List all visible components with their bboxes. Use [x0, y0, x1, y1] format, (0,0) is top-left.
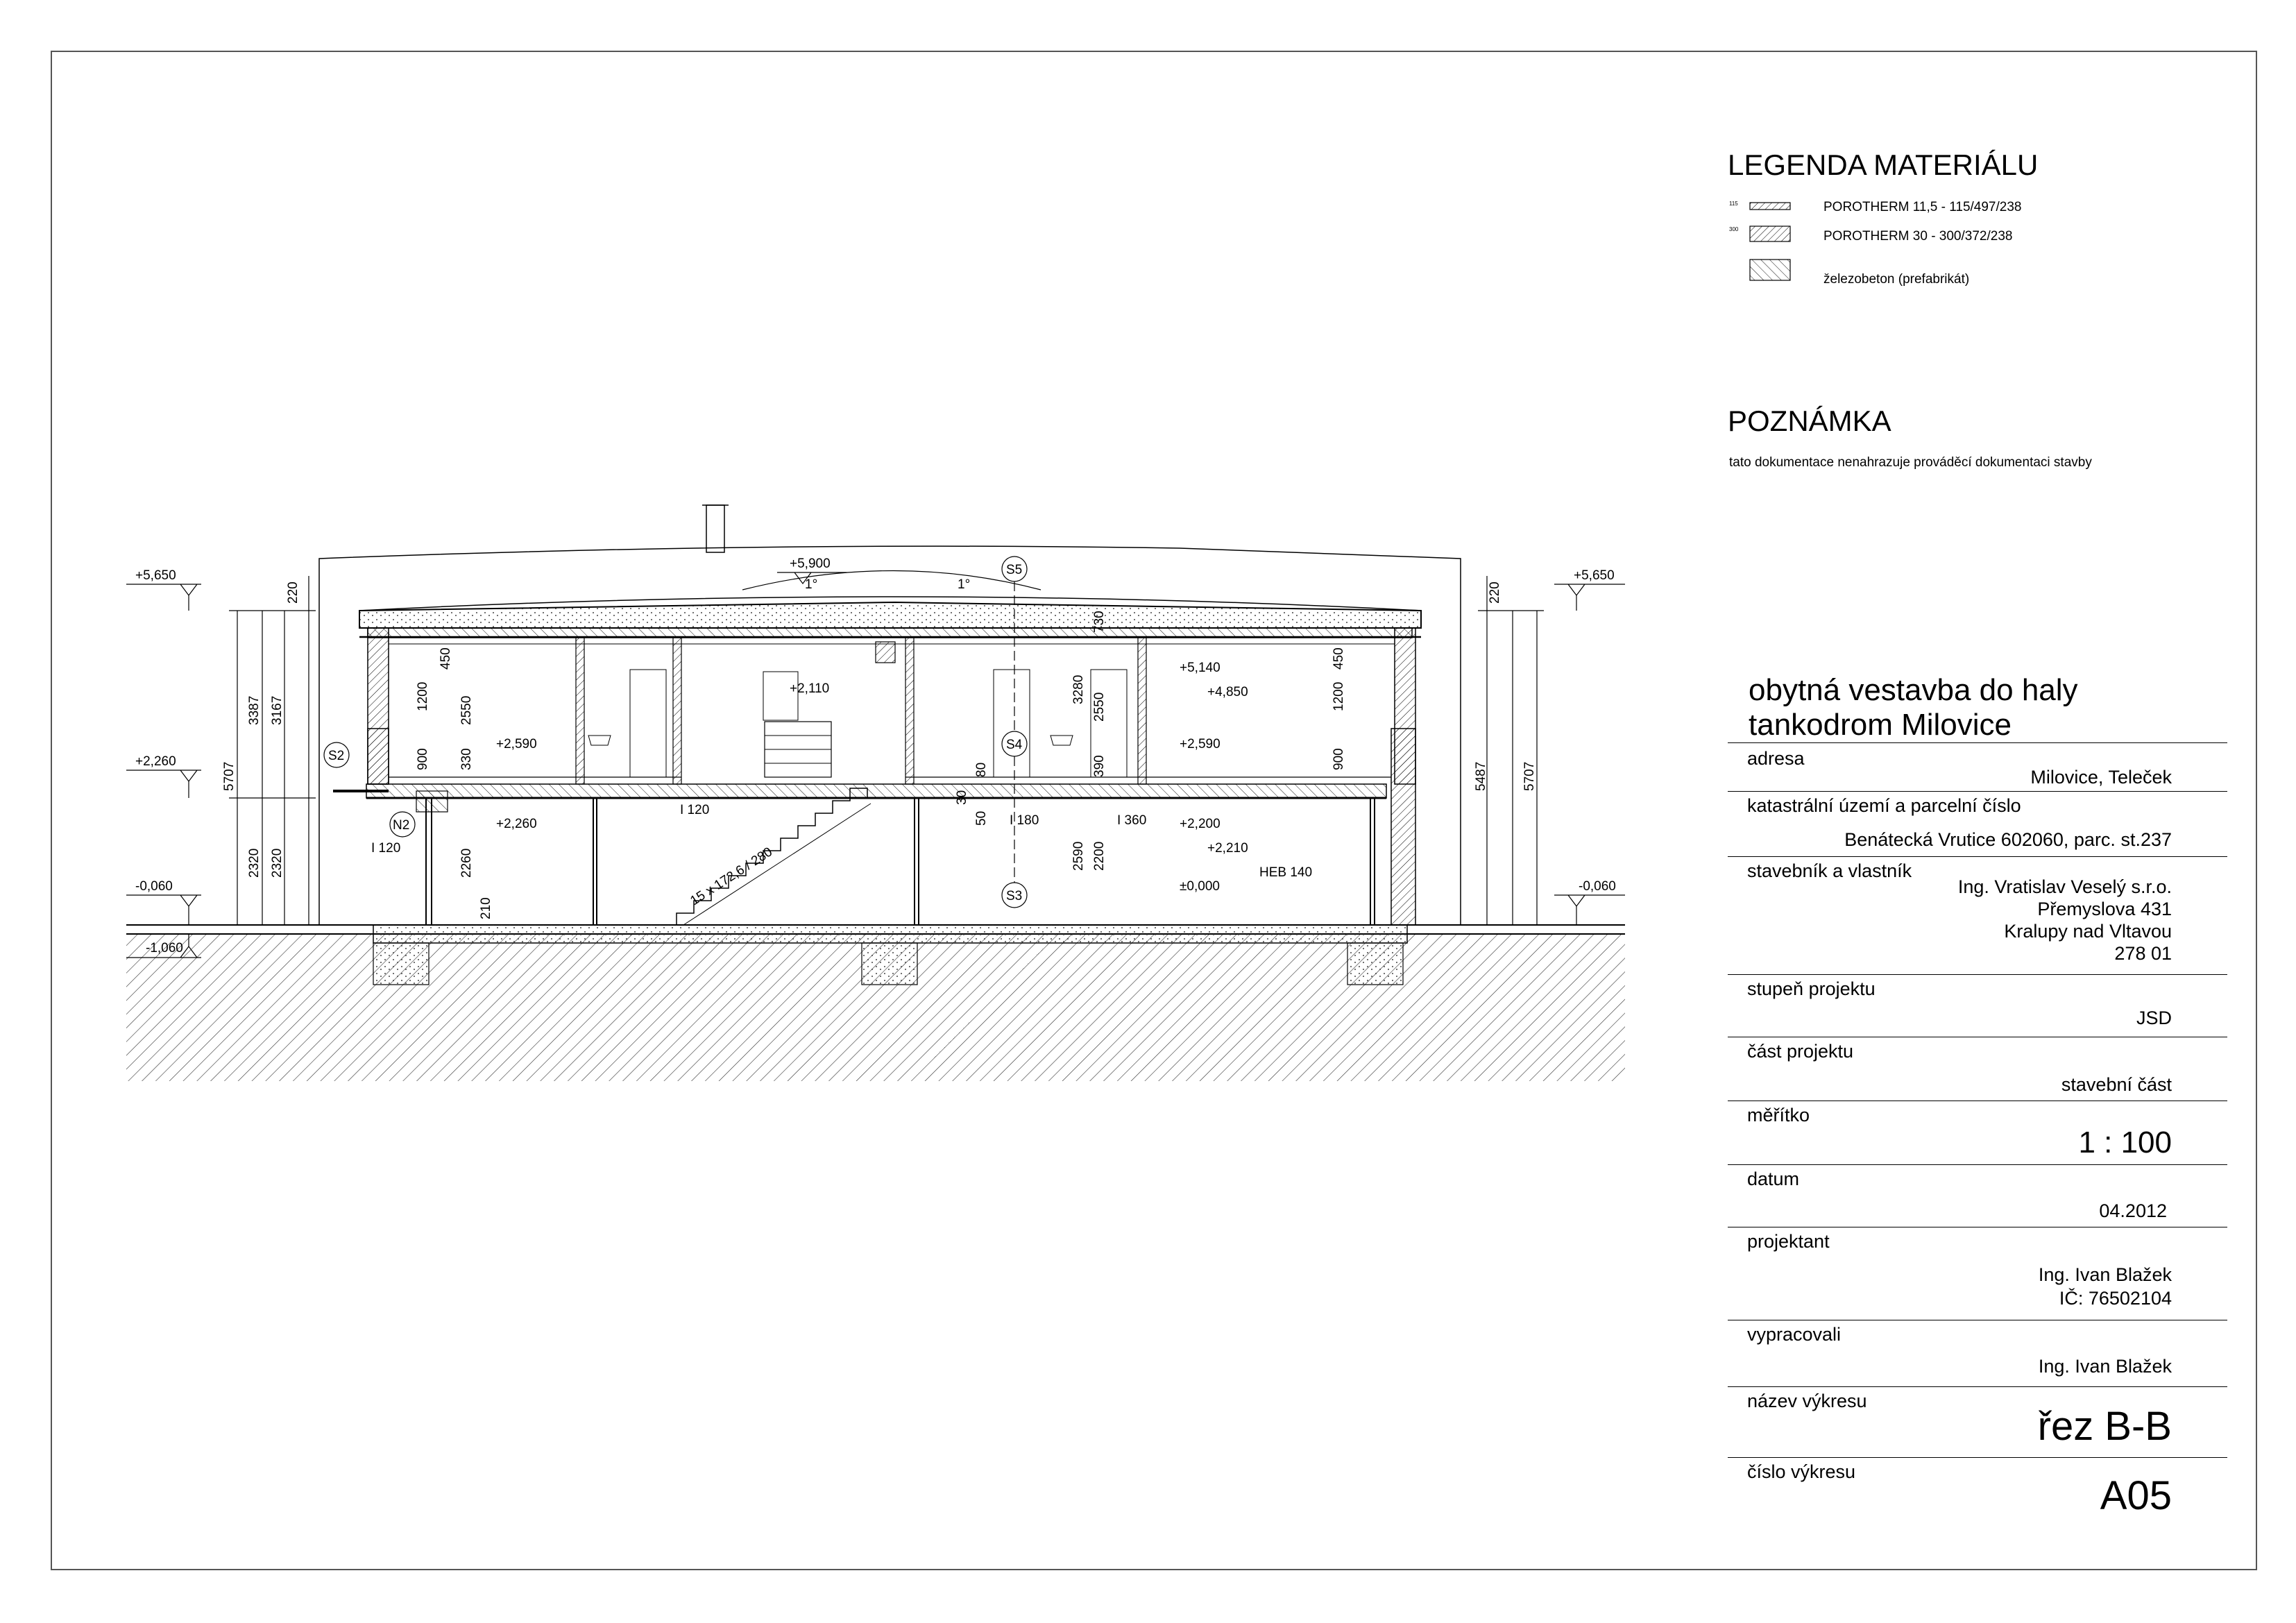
svg-text:900: 900	[416, 748, 430, 770]
svg-text:900: 900	[1332, 748, 1346, 770]
svg-text:-0,060: -0,060	[1579, 879, 1616, 894]
svg-text:210: 210	[479, 897, 493, 919]
part-label: část projektu	[1747, 1041, 1854, 1062]
svg-text:80: 80	[974, 762, 989, 777]
svg-text:S4: S4	[1006, 738, 1023, 752]
tb-divider	[1728, 974, 2227, 975]
svg-text:+2,200: +2,200	[1180, 817, 1221, 831]
svg-text:S3: S3	[1006, 889, 1023, 903]
svg-text:+2,590: +2,590	[496, 737, 537, 751]
svg-text:+5,650: +5,650	[1574, 568, 1615, 583]
scale-value: 1 : 100	[2078, 1125, 2172, 1159]
svg-text:S2: S2	[328, 749, 345, 763]
owner-value	[1958, 876, 2172, 965]
svg-text:S5: S5	[1006, 563, 1023, 577]
svg-text:±0,000: ±0,000	[1180, 879, 1220, 894]
svg-text:15 x 172,6 / 280: 15 x 172,6 / 280	[688, 844, 776, 909]
scale-label: měřítko	[1747, 1105, 1810, 1125]
legend-tag-1: 115	[1729, 201, 1738, 207]
svg-text:5487: 5487	[1474, 761, 1488, 791]
svg-text:30: 30	[955, 790, 969, 805]
owner-label: stavebník a vlastník	[1747, 860, 1912, 881]
svg-text:+5,900: +5,900	[790, 556, 831, 571]
address-value: Milovice, Teleček	[2030, 767, 2172, 788]
building-section	[333, 597, 1421, 925]
hall-outline	[319, 505, 1461, 925]
legend-swatches	[1735, 198, 1797, 289]
drawing-name-label: název výkresu	[1747, 1391, 1867, 1411]
owner-line2: Přemyslova 431	[2037, 899, 2172, 919]
designer-value	[2039, 1263, 2172, 1310]
tb-divider	[1728, 1457, 2227, 1458]
tb-divider	[1728, 856, 2227, 857]
drawing-no-label: číslo výkresu	[1747, 1461, 1856, 1482]
designer-label: projektant	[1747, 1231, 1830, 1252]
svg-text:330: 330	[459, 748, 474, 770]
part-value: stavební část	[2061, 1074, 2172, 1095]
drawing-name-value: řez B-B	[2037, 1404, 2172, 1449]
stage-label: stupeň projektu	[1747, 978, 1876, 999]
cadastre-value: Benátecká Vrutice 602060, parc. st.237	[1844, 829, 2172, 850]
svg-text:2260: 2260	[459, 848, 474, 878]
owner-line4: 278 01	[2114, 943, 2172, 964]
svg-text:2320: 2320	[247, 848, 262, 878]
svg-text:+5,650: +5,650	[135, 568, 176, 583]
svg-text:I 120: I 120	[371, 841, 401, 856]
project-title-line2: tankodrom Milovice	[1749, 708, 2012, 742]
svg-text:2320: 2320	[270, 848, 284, 878]
svg-text:3280: 3280	[1071, 674, 1086, 704]
svg-text:50: 50	[974, 810, 989, 826]
ground-soil	[126, 925, 1625, 1081]
svg-text:1200: 1200	[416, 681, 430, 711]
svg-text:730: 730	[1092, 611, 1107, 633]
tb-divider	[1728, 1386, 2227, 1387]
note-text: tato dokumentace nenahrazuje prováděcí dokumentaci stavby	[1729, 455, 2092, 470]
drawing-no-value: A05	[2100, 1473, 2172, 1518]
cadastre-label: katastrální území a parcelní číslo	[1747, 795, 2021, 816]
svg-text:2550: 2550	[1092, 692, 1107, 722]
svg-text:1200: 1200	[1332, 681, 1346, 711]
svg-text:+2,110: +2,110	[790, 681, 830, 696]
stage-value: JSD	[2136, 1008, 2172, 1028]
tb-divider	[1728, 791, 2227, 792]
tb-divider	[1728, 1164, 2227, 1165]
svg-text:I 120: I 120	[680, 803, 710, 817]
svg-text:+2,590: +2,590	[1180, 737, 1221, 751]
legend-tag-2: 300	[1729, 226, 1739, 232]
owner-line3: Kralupy nad Vltavou	[2004, 921, 2172, 942]
note-title: POZNÁMKA	[1728, 405, 1891, 437]
legend-item-2: POROTHERM 30 - 300/372/238	[1823, 229, 2013, 244]
owner-line1: Ing. Vratislav Veselý s.r.o.	[1957, 876, 2172, 897]
svg-text:3167: 3167	[270, 695, 284, 725]
svg-text:220: 220	[286, 581, 300, 604]
date-value: 04.2012	[2099, 1200, 2167, 1221]
legend-item-3: železobeton (prefabrikát)	[1823, 272, 1970, 287]
svg-text:2200: 2200	[1092, 841, 1107, 871]
svg-text:1°: 1°	[958, 577, 971, 592]
designer-line1: Ing. Ivan Blažek	[2038, 1264, 2172, 1285]
svg-text:5707: 5707	[222, 761, 237, 791]
svg-text:5707: 5707	[1522, 761, 1537, 791]
address-label: adresa	[1747, 748, 1805, 769]
svg-text:N2: N2	[393, 818, 410, 833]
date-label: datum	[1747, 1169, 1800, 1189]
svg-text:-0,060: -0,060	[135, 879, 173, 894]
designer-line2: IČ: 76502104	[2059, 1288, 2172, 1309]
svg-text:390: 390	[1092, 755, 1107, 777]
svg-text:450: 450	[439, 647, 453, 670]
legend-title: LEGENDA MATERIÁLU	[1728, 148, 2039, 181]
svg-text:450: 450	[1332, 647, 1346, 670]
svg-text:220: 220	[1488, 581, 1502, 604]
drawn-label: vypracovali	[1747, 1324, 1842, 1345]
svg-text:3387: 3387	[247, 695, 262, 725]
svg-text:+5,140: +5,140	[1180, 661, 1221, 675]
project-title	[1749, 673, 2078, 742]
project-title-line1: obytná vestavba do haly	[1749, 673, 2078, 707]
svg-text:1°: 1°	[805, 577, 818, 592]
svg-text:2550: 2550	[459, 695, 474, 725]
svg-text:+2,210: +2,210	[1207, 841, 1248, 856]
tb-divider	[1728, 742, 2227, 743]
svg-text:I 360: I 360	[1117, 813, 1147, 828]
svg-text:+4,850: +4,850	[1207, 685, 1248, 699]
svg-text:2590: 2590	[1071, 841, 1086, 871]
svg-text:HEB 140: HEB 140	[1259, 865, 1313, 880]
svg-text:-1,060: -1,060	[146, 941, 183, 955]
svg-text:+2,260: +2,260	[496, 817, 537, 831]
drawn-value: Ing. Ivan Blažek	[2038, 1356, 2172, 1377]
svg-text:I 180: I 180	[1010, 813, 1039, 828]
svg-text:+2,260: +2,260	[135, 754, 176, 769]
legend-item-1: POROTHERM 11,5 - 115/497/238	[1823, 200, 2022, 214]
